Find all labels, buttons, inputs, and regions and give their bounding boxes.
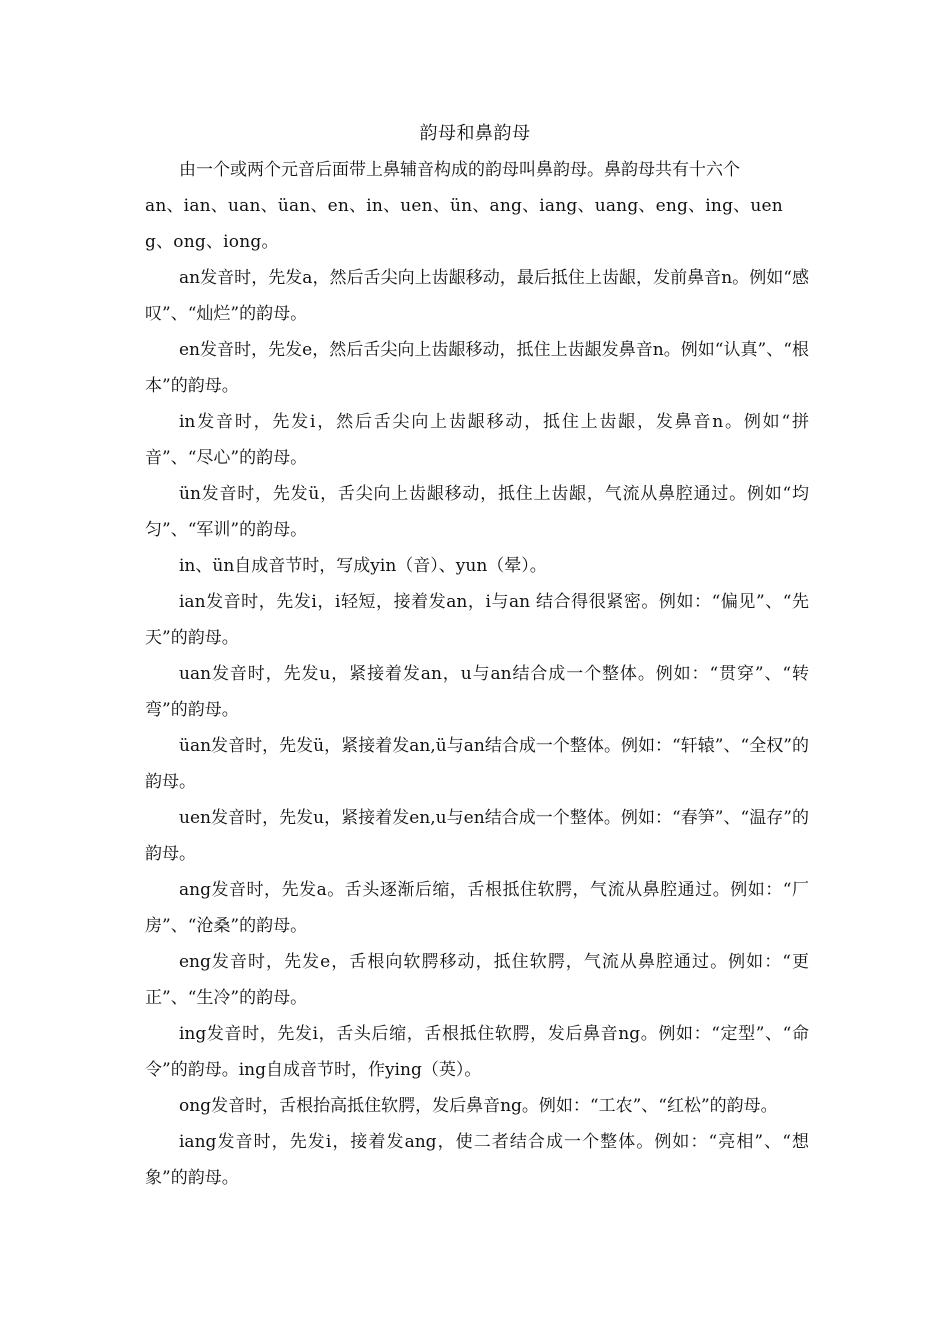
paragraph-uuan: üan发音时，先发ü，紧接着发an,ü与an结合成一个整体。例如：“轩辕”、“全权”的韵母。 bbox=[145, 736, 809, 792]
document-title: 韵母和鼻韵母 bbox=[419, 123, 531, 144]
paragraph-un: ün发音时，先发ü，舌尖向上齿龈移动，抵住上齿龈，气流从鼻腔通过。例如“均匀”、“军训”的韵母。 bbox=[145, 484, 809, 540]
paragraph-ing: ing发音时，先发i，舌头后缩，舌根抵住软腭，发后鼻音ng。例如：“定型”、“命令”的韵母。ing自成音节时，作ying（英）。 bbox=[145, 1024, 809, 1080]
document-body bbox=[145, 152, 809, 1196]
paragraph-finals-list: an、ian、uan、üan、en、in、uen、ün、ang、iang、uang、eng、ing、ueng、ong、iong。 bbox=[145, 196, 783, 252]
paragraph-ang: ang发音时，先发a。舌头逐渐后缩，舌根抵住软腭，气流从鼻腔通过。例如：“厂房”、“沧桑”的韵母。 bbox=[145, 880, 809, 936]
paragraph-ian: ian发音时，先发i，i轻短，接着发an，i与an 结合得很紧密。例如：“偏见”、“先天”的韵母。 bbox=[145, 592, 809, 648]
paragraph-uen: uen发音时，先发u，紧接着发en,u与en结合成一个整体。例如：“春笋”、“温存”的韵母。 bbox=[145, 808, 809, 864]
paragraph-in: in发音时，先发i，然后舌尖向上齿龈移动，抵住上齿龈，发鼻音n。例如“拼音”、“尽心”的韵母。 bbox=[145, 412, 809, 468]
paragraph-an: an发音时，先发a，然后舌尖向上齿龈移动，最后抵住上齿龈，发前鼻音n。例如“感叹”、“灿烂”的韵母。 bbox=[145, 268, 809, 324]
paragraph-syllable-rule: in、ün自成音节时，写成yin（音）、yun（晕）。 bbox=[179, 556, 547, 576]
paragraph-ong: ong发音时，舌根抬高抵住软腭，发后鼻音ng。例如：“工农”、“红松”的韵母。 bbox=[179, 1096, 778, 1116]
paragraph-intro: 由一个或两个元音后面带上鼻辅音构成的韵母叫鼻韵母。鼻韵母共有十六个 bbox=[179, 160, 740, 180]
paragraph-eng: eng发音时，先发e，舌根向软腭移动，抵住软腭，气流从鼻腔通过。例如：“更正”、“生冷”的韵母。 bbox=[145, 952, 809, 1008]
paragraph-en: en发音时，先发e，然后舌尖向上齿龈移动，抵住上齿龈发鼻音n。例如“认真”、“根本”的韵母。 bbox=[145, 340, 809, 396]
paragraph-uan: uan发音时，先发u，紧接着发an，u与an结合成一个整体。例如：“贯穿”、“转弯”的韵母。 bbox=[145, 664, 809, 720]
paragraph-iang: iang发音时，先发i，接着发ang，使二者结合成一个整体。例如：“亮相”、“想象”的韵母。 bbox=[145, 1132, 809, 1188]
